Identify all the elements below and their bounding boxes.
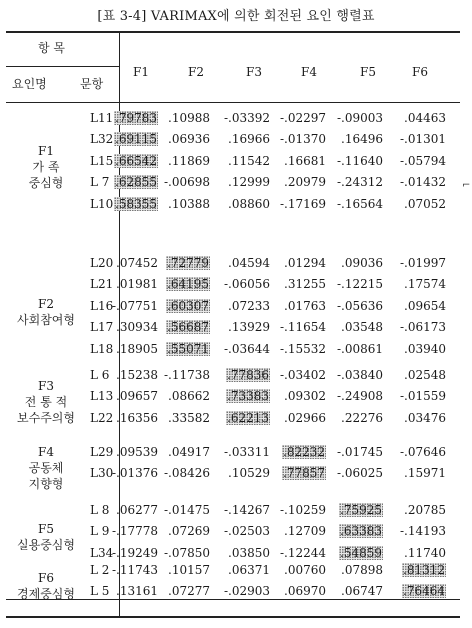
loading-value-f5: -.01745 [336,445,383,459]
loading-value-f5: -.12215 [336,277,383,292]
loading-value-f1: -.17778 [111,524,158,539]
highlighted-loading: .81312 [403,563,445,577]
loading-value-f2 [166,277,210,291]
loading-value-f1: -.01376 [111,466,158,481]
highlighted-loading: .76464 [403,584,445,599]
highlighted-loading: .64195 [167,277,209,292]
loading-value-f4: -.15532 [279,341,326,356]
loading-value-f5 [339,503,383,517]
column-header-f3: F3 [246,65,262,79]
loading-value-f1 [114,175,158,189]
loading-value-f5: -.24908 [336,389,383,404]
loading-value-f3 [226,368,270,382]
loading-value-f2: .06936 [168,132,210,147]
loading-value-f1 [114,197,158,211]
table-footer-rule [6,616,460,618]
item-code: L 6 [90,368,110,382]
loading-value-f6: .11740 [404,545,446,560]
table-title: [표 3-4] VARIMAX에 의한 회전된 요인 행렬표 [97,9,375,24]
loading-value-f4: .09302 [284,389,326,404]
loading-value-f1 [114,132,158,146]
loading-value-f5: .07898 [341,563,383,577]
loading-value-f2: .08662 [168,389,210,404]
loading-value-f2: -.11738 [163,368,210,382]
highlighted-loading: .60307 [167,298,209,313]
item-code: L10 [90,196,114,211]
highlighted-loading: .56687 [167,320,209,335]
loading-value-f2 [166,256,210,270]
loading-value-f3: -.02903 [223,584,270,599]
loading-value-f4 [282,466,326,480]
factor-label-line: 실용중심형 [17,538,75,553]
highlighted-loading: .55071 [167,341,209,356]
loading-value-f6: .17574 [404,277,446,292]
margin-mark: ⌐ [462,180,471,191]
loading-value-f6: .20785 [404,503,446,517]
loading-value-f2 [166,320,210,334]
loading-value-f1: .18905 [116,341,158,356]
loading-value-f1: .13161 [116,584,158,599]
item-code: L 7 [90,175,110,190]
loading-value-f6: .02548 [404,368,446,382]
loading-value-f3: .13929 [228,320,270,335]
item-code: L15 [90,153,114,168]
factor-label-line: F5 [38,522,54,537]
highlighted-loading: .63383 [340,524,382,539]
loading-value-f1: -.07751 [111,298,158,313]
loading-value-f5: .06747 [341,584,383,599]
loading-value-f4: -.17169 [279,196,326,211]
loading-value-f5: -.09003 [336,111,383,125]
loading-value-f3: .10529 [228,466,270,481]
loading-value-f3 [226,411,270,425]
loading-value-f1: .16356 [116,410,158,425]
header-bottom-rule [6,102,460,103]
loading-value-f4: .01763 [284,298,326,313]
loading-value-f3: -.02503 [223,524,270,539]
loading-value-f3: .08860 [228,196,270,211]
loading-value-f4: -.10259 [279,503,326,517]
highlighted-loading: .54859 [340,545,382,560]
loading-value-f4: .06970 [284,584,326,599]
item-code: L11 [90,111,114,125]
factor-label-f4 [6,444,86,492]
factor-label-line: 중심형 [28,175,64,190]
loading-value-f3 [226,389,270,403]
loading-value-f3: -.06056 [223,277,270,292]
factor-label-f1 [6,143,86,191]
loading-value-f6 [402,584,446,598]
loading-value-f1 [114,154,158,168]
loading-value-f5: -.06025 [336,466,383,481]
question-header: 문항 [80,77,104,91]
header-split-rule [6,66,119,67]
item-code: L17 [90,320,114,335]
loading-value-f1: .07452 [116,256,158,270]
loading-value-f1: .09657 [116,389,158,404]
factor-label-line: 경제중심형 [17,587,75,602]
highlighted-loading: .69115 [115,132,157,147]
factor-label-f5 [6,521,86,553]
loading-value-f2: -.07850 [163,545,210,560]
item-code: L16 [90,298,114,313]
loading-value-f6: -.01997 [399,256,446,270]
loading-value-f1: .30934 [116,320,158,335]
loading-value-f3: .07233 [228,298,270,313]
highlighted-loading: .62213 [227,410,269,425]
loading-value-f1 [114,111,158,125]
loading-value-f5: -.00861 [336,341,383,356]
loading-value-f3: .06371 [228,563,270,577]
loading-value-f3: -.03392 [223,111,270,125]
loading-value-f4: .00760 [284,563,326,577]
loading-value-f4: .02966 [284,410,326,425]
loading-value-f3: .04594 [228,256,270,270]
loading-value-f1: -.11743 [111,563,158,577]
item-code: L 5 [90,584,110,599]
loading-value-f5: -.11640 [336,153,383,168]
loading-value-f2: .07277 [168,584,210,599]
factor-label-line: F6 [38,571,54,586]
loading-value-f1: .06277 [116,503,158,517]
factor-label-line: F1 [38,143,54,158]
loading-value-f6 [402,563,446,577]
loading-value-f6: -.05794 [399,153,446,168]
loading-value-f6: .15971 [404,466,446,481]
loading-value-f4: .20979 [284,175,326,190]
loading-value-f4 [282,445,326,459]
loading-value-f4: .01294 [284,256,326,270]
item-code: L21 [90,277,114,292]
loading-value-f2: -.00698 [163,175,210,190]
loading-value-f6: .07052 [404,196,446,211]
item-header: 항 목 [38,41,65,55]
loading-value-f3: -.03644 [223,341,270,356]
loading-value-f5: -.16564 [336,196,383,211]
highlighted-loading: .66542 [115,153,157,168]
factor-label-line: 보수주의형 [17,411,75,426]
loading-value-f6: -.01432 [399,175,446,190]
loading-value-f5 [339,524,383,538]
loading-value-f4: -.02297 [279,111,326,125]
loading-value-f5: -.03840 [336,368,383,382]
loading-value-f6: .09654 [404,298,446,313]
highlighted-loading: .77836 [227,368,269,382]
factor-label-line: 지향형 [28,477,64,492]
loading-value-f6: .03940 [404,341,446,356]
highlighted-loading: .62855 [115,175,157,190]
loading-value-f4: -.03402 [279,368,326,382]
highlighted-loading: .58355 [115,196,157,211]
loading-value-f4: -.01370 [279,132,326,147]
factor-label-line: F4 [38,445,54,460]
loading-value-f6: .03476 [404,410,446,425]
loading-value-f4: .16681 [284,153,326,168]
loading-value-f2: .10988 [168,111,210,125]
factor-label-line: 공동체 [28,461,64,476]
loading-value-f6: -.01301 [399,132,446,147]
factor-name-header: 요인명 [12,77,47,91]
highlighted-loading: .75925 [340,503,382,517]
highlighted-loading: .72779 [167,256,209,270]
item-code: L22 [90,410,114,425]
loading-value-f2: .33582 [168,410,210,425]
item-code: L34 [90,545,114,560]
item-code: L18 [90,341,114,356]
loading-value-f5: .22276 [341,410,383,425]
loading-value-f2 [166,342,210,356]
factor-label-line: F3 [38,379,54,394]
loading-value-f2: .11869 [168,153,210,168]
item-code: L13 [90,389,114,404]
highlighted-loading: .82232 [283,445,325,459]
item-code: L30 [90,466,114,481]
loading-value-f6: .04463 [404,111,446,125]
highlighted-loading: .77857 [283,466,325,481]
loading-value-f2: .04917 [168,445,210,459]
item-code: L 2 [90,563,110,577]
loading-value-f4: .31255 [284,277,326,292]
loading-value-f1: -.19249 [111,545,158,560]
loading-value-f6: -.06173 [399,320,446,335]
column-header-f5: F5 [360,65,376,79]
loading-value-f5 [339,546,383,560]
factor-label-f6 [6,570,86,602]
loading-value-f2 [166,299,210,313]
loading-value-f6: -.07646 [399,445,446,459]
loading-value-f5: -.24312 [336,175,383,190]
loading-value-f3: -.03311 [223,445,270,459]
item-code: L32 [90,132,114,147]
loading-value-f5: .03548 [341,320,383,335]
loading-value-f2: -.08426 [163,466,210,481]
column-header-f2: F2 [188,65,204,79]
loading-value-f3: -.14267 [223,503,270,517]
loading-value-f2: .07269 [168,524,210,539]
item-code: L 9 [90,524,110,539]
loading-value-f5: .09036 [341,256,383,270]
loading-value-f1: .15238 [116,368,158,382]
item-code: L 8 [90,503,110,517]
loading-value-f4: -.12244 [279,545,326,560]
loading-value-f1: .01981 [116,277,158,292]
factor-label-f2 [6,296,86,328]
loading-value-f2: .10388 [168,196,210,211]
loading-value-f1: .09539 [116,445,158,459]
loading-value-f4: -.11654 [279,320,326,335]
highlighted-loading: .73383 [227,389,269,404]
column-header-f1: F1 [133,65,149,79]
loading-value-f3: .11542 [228,153,270,168]
loading-value-f6: -.01559 [399,389,446,404]
loading-value-f2: .10157 [168,563,210,577]
factor-label-line: 가 족 [32,159,60,174]
highlighted-loading: .79783 [115,111,157,125]
loading-value-f4: .12709 [284,524,326,539]
column-header-f6: F6 [412,65,428,79]
table-top-rule [6,31,460,33]
factor-label-line: 전 통 적 [24,395,68,410]
loading-value-f5: -.05636 [336,298,383,313]
loading-value-f6: -.14193 [399,524,446,539]
loading-value-f3: .03850 [228,545,270,560]
column-header-f4: F4 [301,65,317,79]
loading-value-f5: .16496 [341,132,383,147]
factor-matrix-table [6,31,460,618]
loading-value-f2: -.01475 [163,503,210,517]
item-code: L29 [90,445,114,459]
loading-value-f3: .16966 [228,132,270,147]
loading-value-f3: .12999 [228,175,270,190]
factor-label-f3 [6,378,86,426]
factor-label-line: 사회참여형 [17,312,75,327]
factor-label-line: F2 [38,296,54,311]
item-code: L20 [90,256,114,270]
